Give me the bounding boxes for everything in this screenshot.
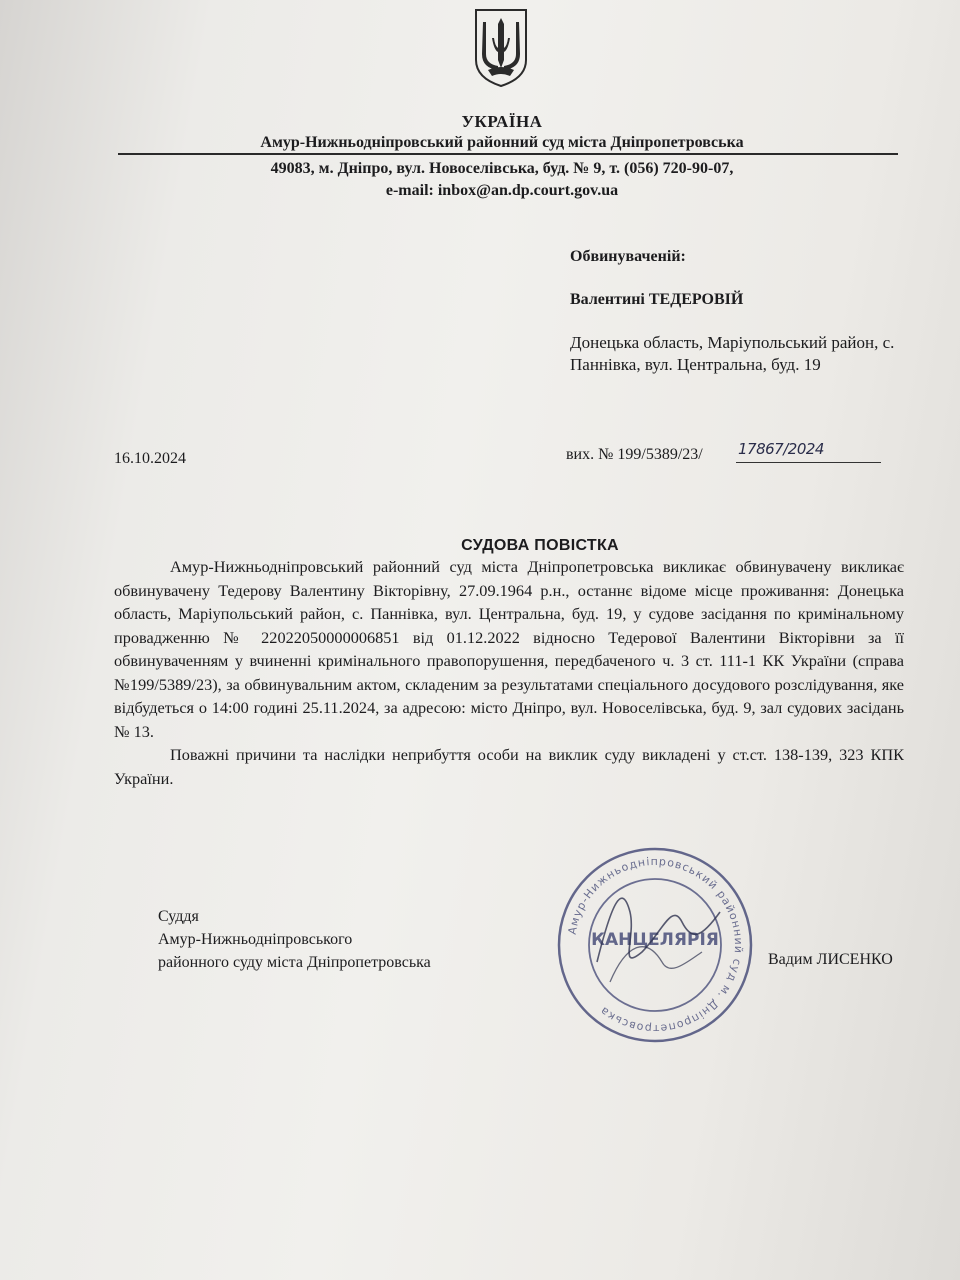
header-country: УКРАЇНА (461, 112, 543, 131)
header-email: e-mail: inbox@an.dp.court.gov.ua (385, 182, 619, 199)
body-paragraph-2: Поважні причини та наслідки неприбуття особи на виклик суду викладені у ст.ст. 138-139, 323 КПК України. (114, 745, 904, 788)
document-body (114, 555, 904, 790)
outgoing-number-handwritten: 17867/2024 (738, 440, 824, 458)
addressee-role: Обвинуваченій: (570, 248, 686, 265)
addressee-address: Донецька область, Маріупольський район, с. Паннівка, вул. Центральна, буд. 19 (570, 333, 895, 374)
seal-ring-text: Амур-Нижньодніпровський районний суд м. Дніпропетровська (565, 854, 746, 1036)
addressee-block (570, 246, 900, 376)
seal-center-text: КАНЦЕЛЯРІЯ (591, 930, 719, 950)
trident-coat-of-arms-icon (472, 8, 530, 88)
document-date: 16.10.2024 (114, 450, 186, 467)
document-title: СУДОВА ПОВІСТКА (461, 537, 619, 554)
header-court-name: Амур-Нижньодніпровський районний суд міста Дніпропетровська (260, 134, 744, 151)
header-address: 49083, м. Дніпро, вул. Новоселівська, буд. № 9, т. (056) 720-90-07, (270, 160, 734, 177)
signature-block (158, 905, 431, 974)
outgoing-number (566, 440, 886, 466)
signature-court-line-1: Амур-Нижньодніпровського (158, 931, 353, 948)
addressee-name: Валентині ТЕДЕРОВІЙ (570, 291, 744, 308)
outgoing-number-prefix: вих. № 199/5389/23/ (566, 446, 703, 463)
signature-court-line-2: районного суду міста Дніпропетровська (158, 954, 431, 971)
header-divider (118, 153, 898, 155)
judge-name: Вадим ЛИСЕНКО (768, 951, 893, 968)
court-seal-stamp-icon (552, 842, 758, 1048)
signature-title: Суддя (158, 908, 199, 925)
body-paragraph-1: Амур-Нижньодніпровський районний суд міста Дніпропетровська викликає обвинувачену викликає обвинувачену Тедерову Валентину Вікторівну, 27.09.1964 р.н., останнє відоме місце проживання: Донецька область, Маріупольський район, с. Паннівка, вул. Центральна, буд. 19, у судове засідання по кримінальному провадженню № 22022050000006851 від 01.12.2022 відносно Тедерової Валентини Вікторівни за її обвинуваченням у вчиненні кримінального правопорушення, передбаченого ч. 3 ст. 111-1 КК України (справа №199/5389/23), за обвинувальним актом, складеним за результатами спеціального досудового розслідування, яке відбудеться о 14:00 годині 25.11.2024, за адресою: місто Дніпро, вул. Новоселівська, буд. 9, зал судових засідань № 13. (114, 557, 904, 741)
outgoing-number-underline (736, 462, 881, 463)
